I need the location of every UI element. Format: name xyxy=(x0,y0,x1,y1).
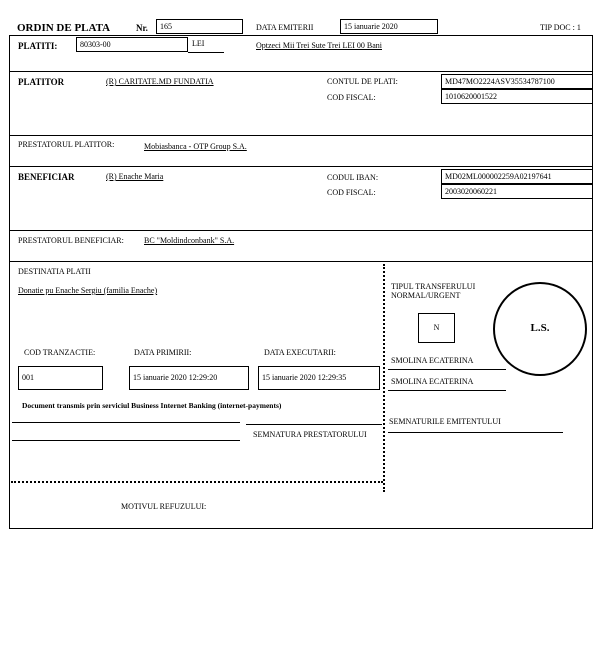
section-divider xyxy=(9,230,593,231)
payer-account-label: CONTUL DE PLATI: xyxy=(327,77,398,86)
section-divider xyxy=(9,71,593,72)
section-divider xyxy=(9,261,593,262)
number-label: Nr. xyxy=(136,23,148,33)
number-field: 165 xyxy=(156,19,243,34)
dotted-separator xyxy=(383,264,385,492)
executed-date-label: DATA EXECUTARII: xyxy=(264,348,336,357)
beneficiary-iban-label: CODUL IBAN: xyxy=(327,173,379,182)
amount-label: PLATITI: xyxy=(18,41,58,51)
payer-label: PLATITOR xyxy=(18,77,65,87)
signer-line-1 xyxy=(388,369,506,370)
transfer-type-value: N xyxy=(433,323,440,332)
executed-date-field: 15 ianuarie 2020 12:29:35 xyxy=(258,366,380,390)
document-title: ORDIN DE PLATA xyxy=(17,22,111,34)
issuer-signatures-label: SEMNATURILE EMITENTULUI xyxy=(389,417,501,426)
transfer-type-label: TIPUL TRANSFERULUI xyxy=(391,282,476,291)
transaction-code-label: COD TRANZACTIE: xyxy=(24,348,96,357)
payer-fiscal-label: COD FISCAL: xyxy=(327,93,376,102)
purpose-label: DESTINATIA PLATII xyxy=(18,267,91,276)
beneficiary-provider-label: PRESTATORUL BENEFICIAR: xyxy=(18,236,124,245)
stamp-circle xyxy=(493,282,587,376)
section-divider xyxy=(9,135,593,136)
currency-label: LEI xyxy=(192,39,205,48)
amount-in-words: Optzeci Mii Trei Sute Trei LEI 00 Bani xyxy=(256,41,382,50)
beneficiary-label: BENEFICIAR xyxy=(18,172,75,182)
form-border xyxy=(9,35,593,529)
transfer-type-label-2: NORMAL/URGENT xyxy=(391,291,461,300)
signer-line-2 xyxy=(388,390,506,391)
signature-line xyxy=(388,432,563,433)
transaction-code-field: 001 xyxy=(18,366,103,390)
section-divider xyxy=(9,166,593,167)
payer-account-field: MD47MO2224ASV35534787100 xyxy=(441,74,593,89)
doc-type-label: TIP DOC : 1 xyxy=(540,23,581,32)
beneficiary-fiscal-field: 2003020060221 xyxy=(441,184,593,199)
received-date-field: 15 ianuarie 2020 12:29:20 xyxy=(129,366,249,390)
beneficiary-fiscal-label: COD FISCAL: xyxy=(327,188,376,197)
payer-provider-label: PRESTATORUL PLATITOR: xyxy=(18,140,115,149)
refusal-reason-label: MOTIVUL REFUZULUI: xyxy=(121,502,207,511)
amount-underline xyxy=(188,52,224,53)
signature-line xyxy=(12,440,240,441)
issue-date-field: 15 ianuarie 2020 xyxy=(340,19,438,34)
dotted-divider xyxy=(11,481,383,483)
payer-fiscal-field: 1010620001522 xyxy=(441,89,593,104)
beneficiary-name: (R) Enache Maria xyxy=(106,172,164,181)
payer-name: (R) CARITATE.MD FUNDATIA xyxy=(106,77,214,86)
provider-signature-label: SEMNATURA PRESTATORULUI xyxy=(253,430,367,439)
beneficiary-iban-field: MD02ML000002259A02197641 xyxy=(441,169,593,184)
payer-provider-value: Mobiasbanca - OTP Group S.A. xyxy=(144,142,247,151)
signature-line xyxy=(12,422,240,423)
stamp-label: L.S. xyxy=(530,322,550,334)
signer-name-1: SMOLINA ECATERINA xyxy=(391,356,474,365)
transmission-note: Document transmis prin serviciul Business Internet Banking (internet-payments) xyxy=(22,401,282,410)
purpose-value: Donatie pu Enache Sergiu (familia Enache) xyxy=(18,286,158,295)
signature-line xyxy=(246,424,382,425)
beneficiary-provider-value: BC "Moldindconbank" S.A. xyxy=(144,236,235,245)
received-date-label: DATA PRIMIRII: xyxy=(134,348,192,357)
issue-date-label: DATA EMITERII xyxy=(256,23,314,32)
transfer-type-field xyxy=(418,313,455,343)
amount-field: 80303-00 xyxy=(76,37,188,52)
signer-name-2: SMOLINA ECATERINA xyxy=(391,377,474,386)
